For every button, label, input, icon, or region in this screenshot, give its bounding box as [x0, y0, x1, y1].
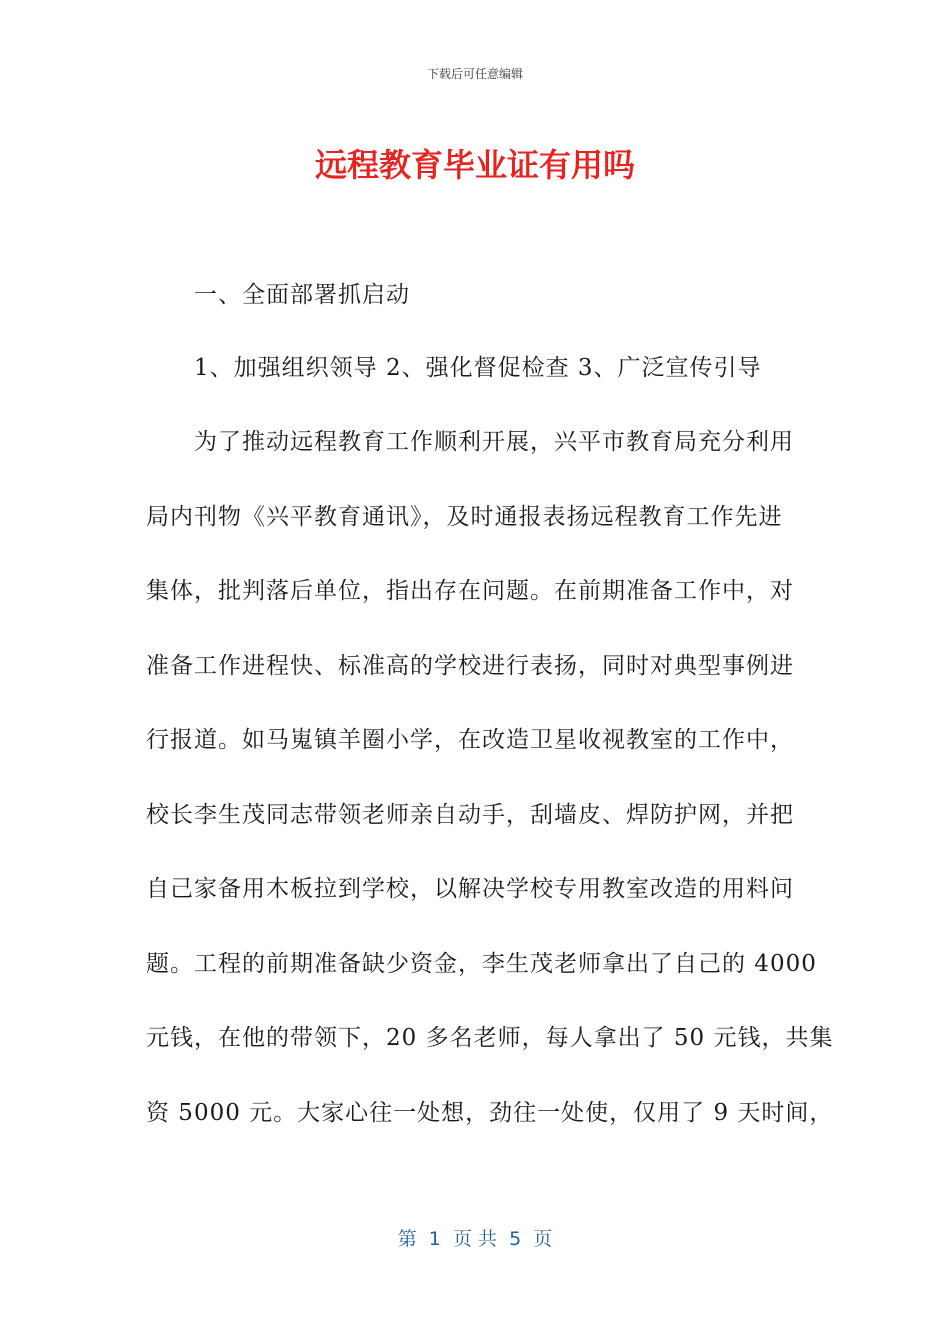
paragraph-line: 为了推动远程教育工作顺利开展，兴平市教育局充分利用: [194, 429, 794, 455]
paragraph-line: 题。工程的前期准备缺少资金，李生茂老师拿出了自己的 4000: [146, 951, 817, 977]
paragraph-line: 准备工作进程快、标准高的学校进行表扬，同时对典型事例进: [146, 653, 794, 679]
subsection-list: 1、加强组织领导 2、强化督促检查 3、广泛宣传引导: [194, 355, 762, 381]
document-title: 远程教育毕业证有用吗: [314, 146, 635, 184]
paragraph-line: 元钱，在他的带领下，20 多名老师，每人拿出了 50 元钱，共集: [146, 1025, 834, 1051]
paragraph-line: 集体，批判落后单位，指出存在问题。在前期准备工作中，对: [146, 578, 794, 604]
header-note: 下载后可任意编辑: [426, 67, 523, 81]
paragraph-line: 资 5000 元。大家心往一处想，劲往一处使，仅用了 9 天时间，: [146, 1100, 834, 1126]
paragraph-line: 局内刊物《兴平教育通讯》，及时通报表扬远程教育工作先进: [146, 504, 783, 530]
paragraph-line: 行报道。如马嵬镇羊圈小学，在改造卫星收视教室的工作中，: [146, 727, 794, 753]
paragraph-line: 校长李生茂同志带领老师亲自动手，刮墙皮、焊防护网，并把: [146, 802, 794, 828]
paragraph-line: 自己家备用木板拉到学校，以解决学校专用教室改造的用料问: [146, 876, 794, 902]
page-number-footer: 第 1 页 共 5 页: [397, 1228, 553, 1250]
section-heading: 一、全面部署抓启动: [194, 282, 410, 308]
